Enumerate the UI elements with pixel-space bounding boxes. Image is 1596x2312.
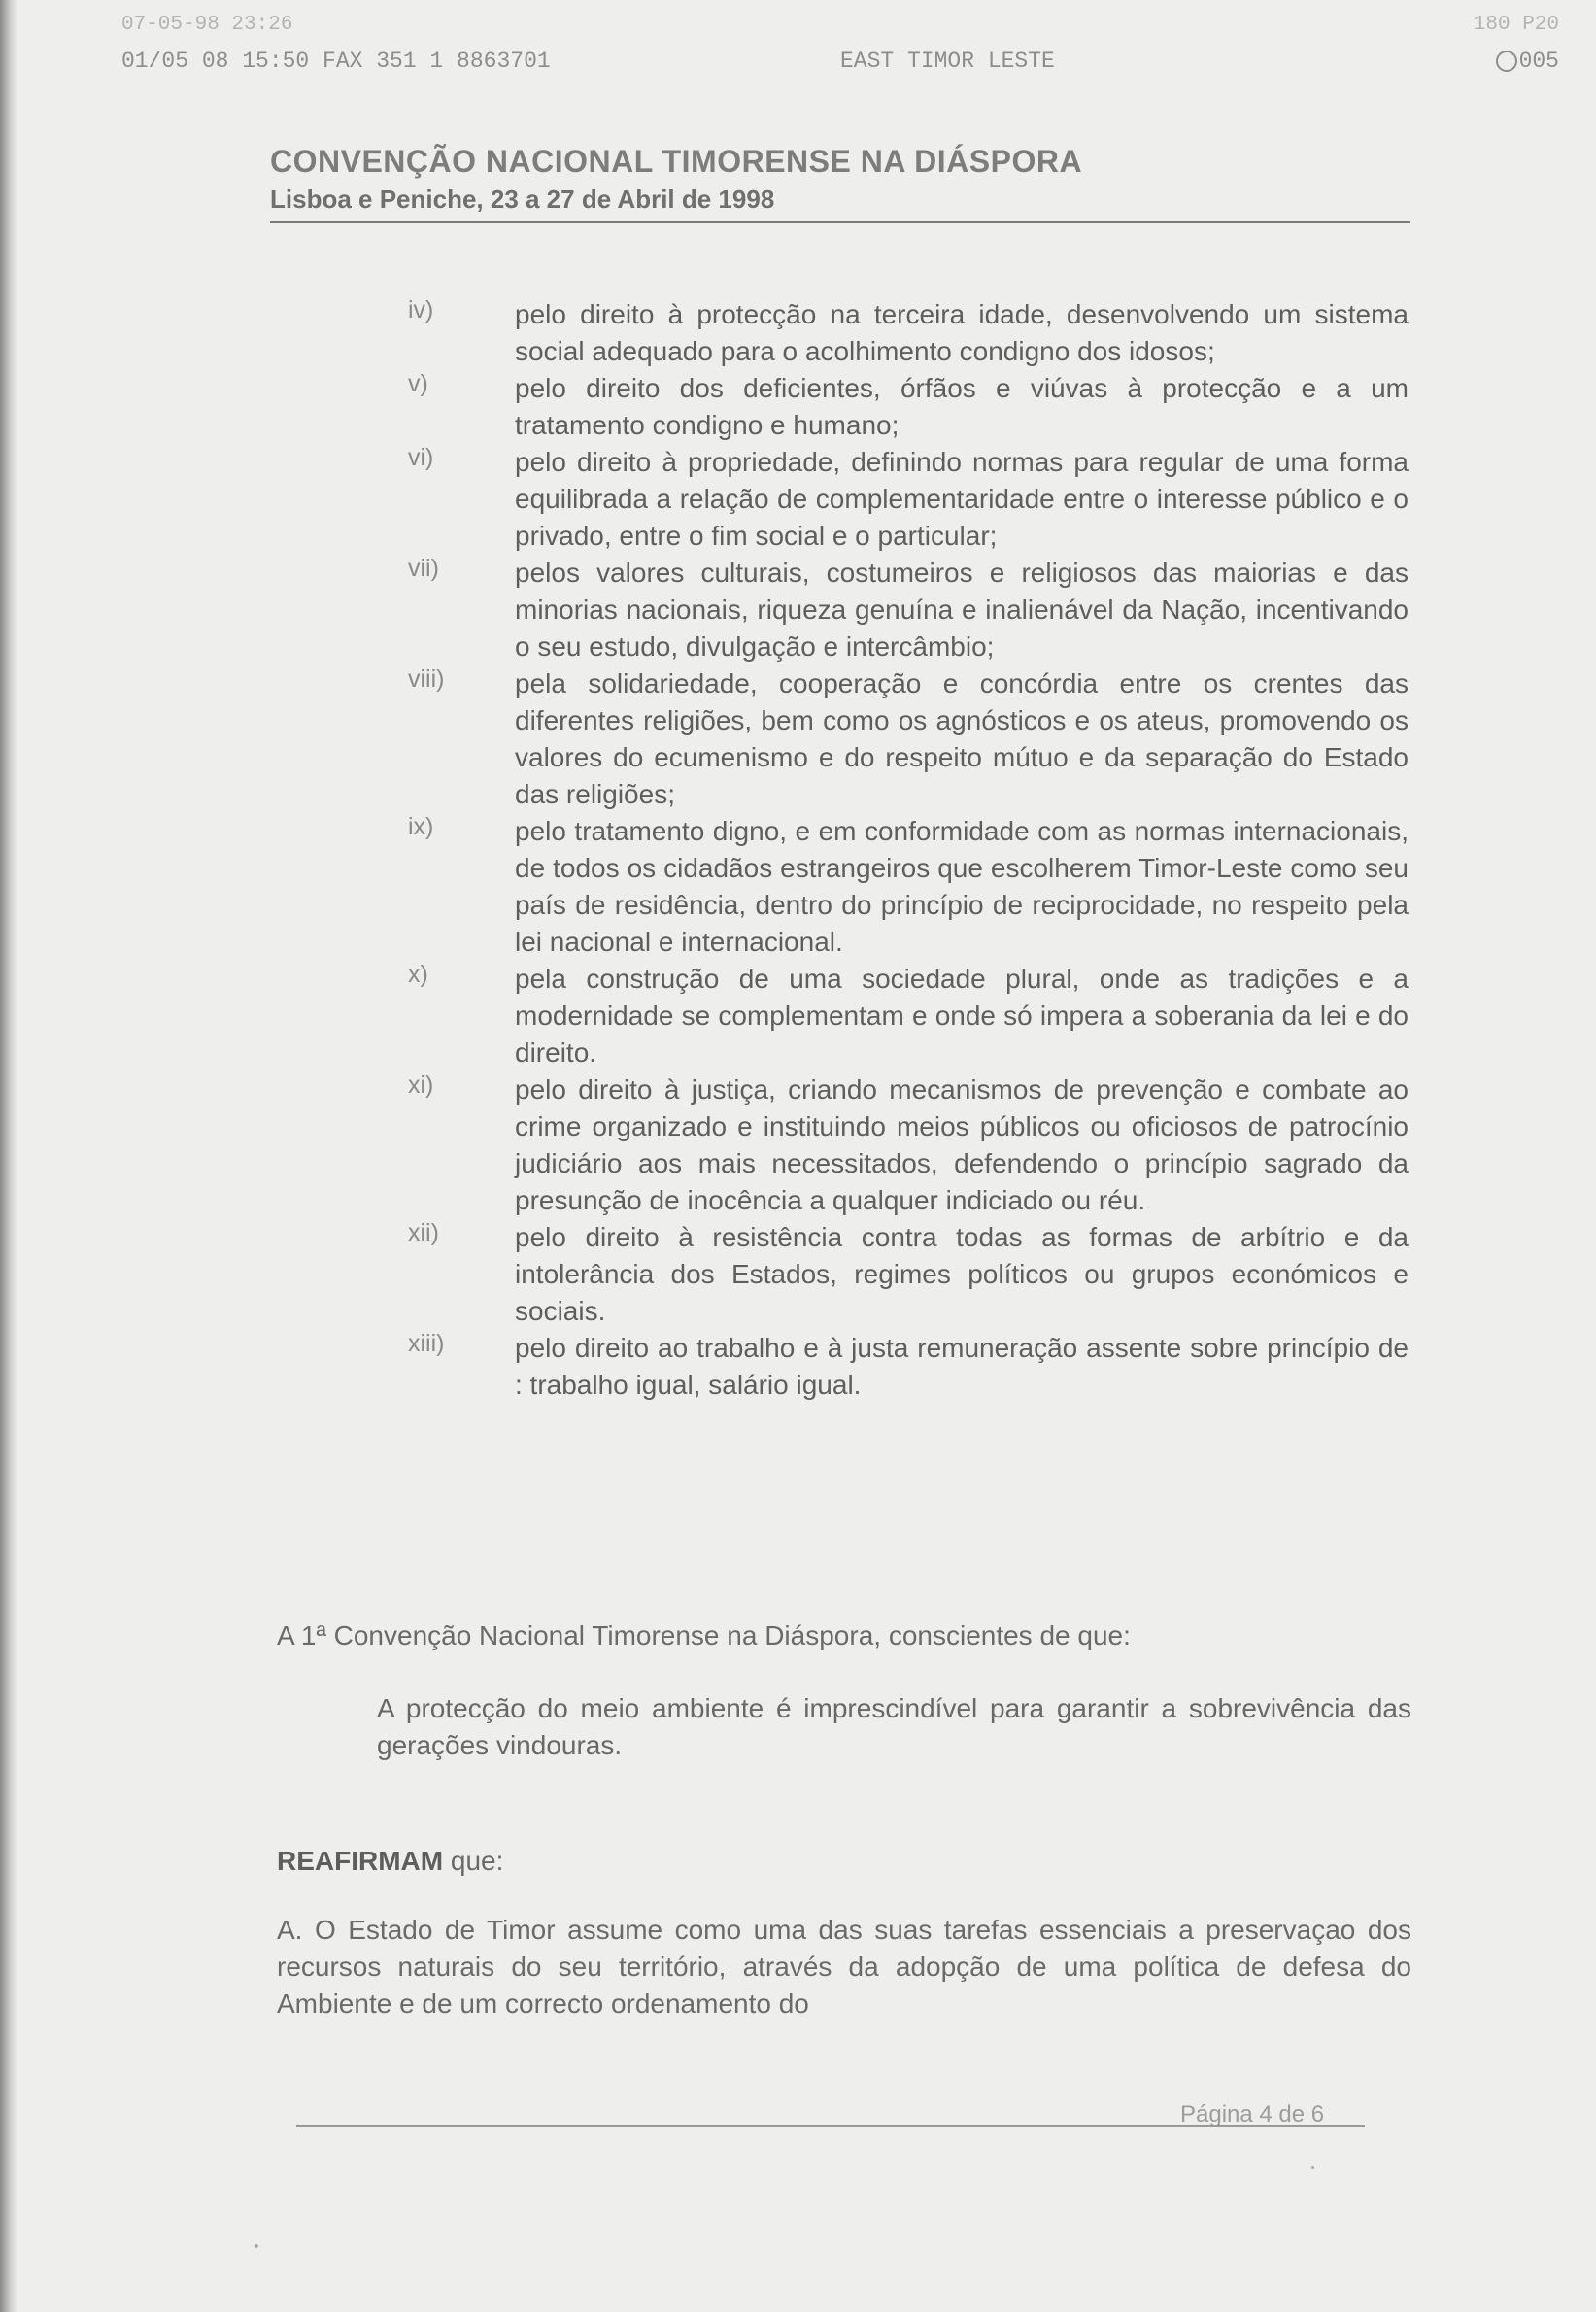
list-item [408,961,1409,1071]
item-number: v) [408,370,428,397]
fax-page-counter [1496,49,1559,74]
item-text: pelo direito à propriedade, definindo normas para regular de uma forma equilibrada a relação de complementaridade entre o interesse público e o privado, entre o fim social e o particular; [515,447,1409,551]
fax-timestamp: 07-05-98 23:26 [121,14,293,36]
fax-timestamp-row [121,14,1559,39]
convention-intro: A 1ª Convenção Nacional Timorense na Diáspora, conscientes de que: [277,1620,1131,1650]
scan-speck [255,2244,258,2248]
page-number: Página 4 de 6 [1180,2101,1325,2127]
list-item [408,444,1409,555]
reaffirm-heading [277,1843,503,1880]
item-number: ix) [408,813,434,840]
item-text: pelo direito dos deficientes, órfãos e viúvas à protecção e a um tratamento condigno e humano; [515,373,1409,440]
header-divider [270,221,1410,223]
list-item [408,370,1409,444]
document-subtitle: Lisboa e Peniche, 23 a 27 de Abril de 1998 [270,185,775,214]
fax-number: 01/05 08 15:50 FAX 351 1 8863701 [121,49,551,74]
item-text: pela solidariedade, cooperação e concórdia entre os crentes das diferentes religiões, bem como os agnósticos e os ateus, promovendo os valores do ecumenismo e do respeito mútuo e da separação do Estado das religiões; [515,668,1409,809]
item-number: x) [408,961,428,988]
principles-list [408,296,1409,1404]
item-text: pelo direito ao trabalho e à justa remuneração assente sobre princípio de : trabalho igual, salário igual. [515,1333,1409,1400]
environment-statement: A protecção do meio ambiente é imprescindível para garantir a sobrevivência das gerações vindouras. [377,1693,1411,1760]
item-number: vi) [408,444,434,471]
fax-header [121,12,1559,80]
fax-page-icon [1496,51,1517,72]
list-item [408,1219,1409,1330]
list-item [408,1071,1409,1219]
item-text: pelo direito à protecção na terceira idade, desenvolvendo um sistema social adequado para o acolhimento condigno dos idosos; [515,299,1409,366]
reaffirm-suffix: que: [443,1846,504,1876]
fax-sender: EAST TIMOR LESTE [840,49,1055,74]
fax-transmission-row [121,49,1559,78]
document-title: CONVENÇÃO NACIONAL TIMORENSE NA DIÁSPORA [270,144,1083,179]
item-number: iv) [408,296,434,323]
item-text: pelos valores culturais, costumeiros e religiosos das maiorias e das minorias nacionais, riqueza genuína e inalienável da Nação, incentivando o seu estudo, divulgação e intercâmbio; [515,558,1409,662]
fax-page-number: 005 [1518,49,1559,74]
list-item [408,1330,1409,1404]
item-number: viii) [408,665,445,693]
reaffirm-keyword: REAFIRMAM [277,1846,444,1876]
item-number: xii) [408,1219,439,1246]
item-number: xi) [408,1071,434,1099]
scan-speck [1311,2166,1314,2169]
item-number: xiii) [408,1330,445,1357]
list-item [408,813,1409,961]
list-item [408,665,1409,813]
list-item [408,555,1409,665]
scan-edge [0,0,17,2312]
item-text: pelo direito à justiça, criando mecanismos de prevenção e combate ao crime organizado e instituindo meios públicos ou oficiosos de patrocínio judiciário aos mais necessitados, defendendo o princípio sagrado da presunção de inocência a qualquer indiciado ou réu. [515,1074,1409,1215]
list-item [408,296,1409,370]
item-text: pela construção de uma sociedade plural, onde as tradições e a modernidade se complementam e onde só impera a soberania da lei e do direito. [515,964,1409,1068]
paragraph-a: A. O Estado de Timor assume como uma das suas tarefas essenciais a preservaçao dos recursos naturais do seu território, através da adopção de uma política de defesa do Ambiente e de um correcto ordenamento do [277,1915,1411,2019]
item-text: pelo direito à resistência contra todas as formas de arbítrio e da intolerância dos Estados, regimes políticos ou grupos económicos e sociais. [515,1222,1409,1326]
fax-code: 180 P20 [1473,14,1559,36]
item-text: pelo tratamento digno, e em conformidade com as normas internacionais, de todos os cidadãos estrangeiros que escolherem Timor-Leste como seu país de residência, dentro do princípio de reciprocidade, no respeito pela lei nacional e internacional. [515,816,1409,957]
item-number: vii) [408,555,439,582]
